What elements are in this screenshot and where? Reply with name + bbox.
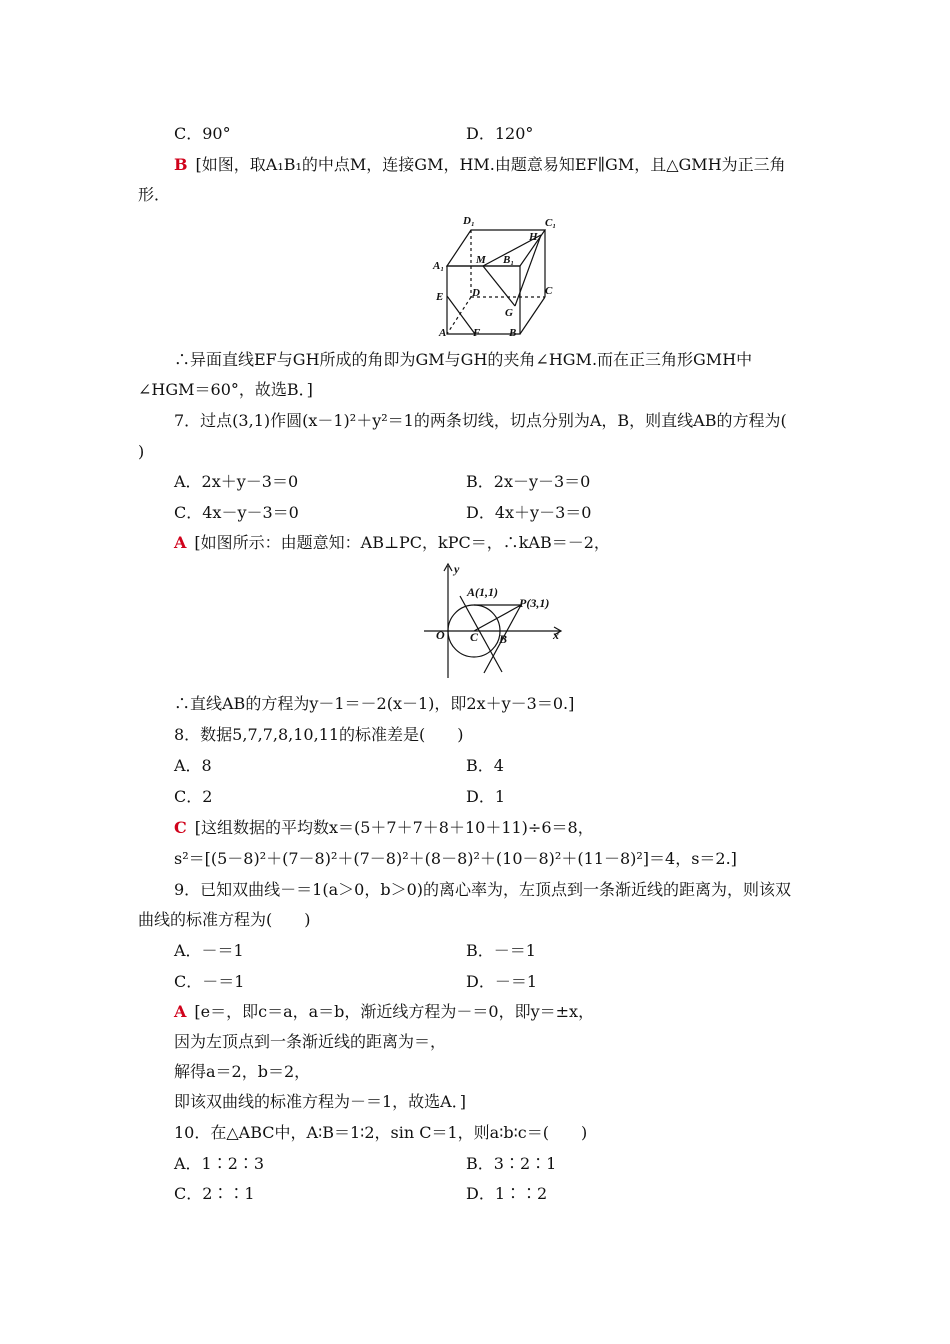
q7-stem-line2: ) [138, 442, 145, 461]
segment-mg [483, 266, 515, 306]
q7-option-b: B．2x－y－3＝0 [466, 472, 591, 491]
label-c1: C₁ [545, 217, 557, 229]
q6-solution-line4: ∠HGM＝60°，故选B．] [138, 380, 313, 399]
q10-stem: 10．在△ABC中，A∶B＝1∶2，sin C＝1，则a∶b∶c＝( ) [174, 1123, 588, 1142]
q7-solution-text: [如图所示：由题意知：AB⊥PC，kPC＝，∴kAB＝－2， [194, 533, 610, 552]
label-c: C [470, 630, 479, 644]
label-b: B [509, 327, 517, 339]
q8-option-c: C．2 [174, 787, 213, 806]
label-g: G [505, 307, 513, 319]
q9-option-d: D．－＝1 [466, 972, 538, 991]
circle-tangent-figure [420, 560, 570, 685]
q6-solution-line3: ∴异面直线EF与GH所成的角即为GM与GH的夹角∠HGM.而在正三角形GMH中 [174, 350, 753, 369]
q7-answer-letter: A [174, 533, 187, 552]
q9-answer-letter: A [174, 1002, 187, 1021]
q9-stem-line2: 曲线的标准方程为( ) [138, 910, 311, 929]
label-b: B [499, 632, 508, 646]
q7-option-a: A．2x＋y－3＝0 [174, 472, 299, 491]
cube-hidden-edge-da [447, 297, 471, 334]
q9-stem-line1: 9．已知双曲线－＝1(a＞0，b＞0)的离心率为，左顶点到一条渐近线的距离为，则该双 [174, 880, 791, 899]
q9-option-c: C．－＝1 [174, 972, 245, 991]
q9-solution-line4: 即该双曲线的标准方程为－＝1，故选A．] [174, 1092, 466, 1111]
label-b1: B₁ [503, 254, 515, 266]
q7-stem-line1: 7．过点(3,1)作圆(x－1)²＋y²＝1的两条切线，切点分别为A，B，则直线AB的方程为( [174, 411, 787, 430]
q9-solution-text: [e＝，即c＝a，a＝b，渐近线方程为－＝0，即y＝±x， [194, 1002, 595, 1021]
cube-front-face [447, 266, 520, 334]
q9-solution-line1 [174, 1002, 594, 1022]
label-e: E [436, 291, 444, 303]
label-x: x [553, 628, 559, 642]
q9-solution-line3: 解得a＝2，b＝2， [174, 1062, 311, 1081]
q8-option-b: B．4 [466, 756, 504, 775]
q8-option-d: D．1 [466, 787, 506, 806]
label-y: y [454, 562, 460, 576]
q7-option-d: D．4x＋y－3＝0 [466, 503, 592, 522]
q7-solution-line1 [174, 533, 610, 553]
segment-gh [515, 235, 541, 306]
q8-answer-letter: C [174, 818, 187, 837]
q6-answer-letter: B [174, 155, 188, 174]
cube-edge-bc [520, 297, 545, 334]
label-o: O [436, 628, 445, 642]
q10-option-d: D．1∶∶2 [466, 1184, 548, 1203]
cube-figure [425, 210, 565, 342]
q6-option-d: D．120° [466, 124, 534, 143]
q10-option-c: C．2∶∶1 [174, 1184, 255, 1203]
q6-solution-text: [如图，取A₁B₁的中点M，连接GM，HM.由题意易知EF∥GM，且△GMH为正三角 [195, 155, 786, 174]
q9-option-a: A．－＝1 [174, 941, 244, 960]
q10-option-b: B．3∶2∶1 [466, 1154, 557, 1173]
label-a: A [439, 327, 447, 339]
q7-option-c: C．4x－y－3＝0 [174, 503, 299, 522]
q6-solution-line1 [174, 155, 786, 175]
label-a1: A₁ [433, 260, 445, 272]
label-p: P(3,1) [519, 596, 550, 610]
label-d1: D₁ [463, 215, 475, 227]
q7-solution-line2: ∴直线AB的方程为y－1＝－2(x－1)，即2x＋y－3＝0.] [174, 694, 575, 713]
line-ab [460, 596, 502, 672]
label-f: F [473, 327, 481, 339]
q9-solution-line2: 因为左顶点到一条渐近线的距离为＝， [174, 1032, 447, 1051]
q6-option-c: C．90° [174, 124, 231, 143]
q8-solution-line2: s²＝[(5－8)²＋(7－8)²＋(7－8)²＋(8－8)²＋(10－8)²＋(11－8)²]＝4，s＝2.] [174, 849, 737, 868]
label-h: H [529, 231, 538, 243]
label-d: D [472, 287, 480, 299]
q8-solution-text: [这组数据的平均数x＝(5＋7＋7＋8＋10＋11)÷6＝8， [194, 818, 594, 837]
label-m: M [476, 254, 486, 266]
q8-stem: 8．数据5,7,7,8,10,11的标准差是( ) [174, 725, 464, 744]
label-c: C [545, 285, 553, 297]
label-a: A(1,1) [467, 585, 498, 599]
q8-option-a: A．8 [174, 756, 212, 775]
q10-option-a: A．1∶2∶3 [174, 1154, 265, 1173]
q8-solution-line1 [174, 818, 594, 838]
q9-option-b: B．－＝1 [466, 941, 536, 960]
q6-solution-line2: 形． [138, 185, 171, 204]
